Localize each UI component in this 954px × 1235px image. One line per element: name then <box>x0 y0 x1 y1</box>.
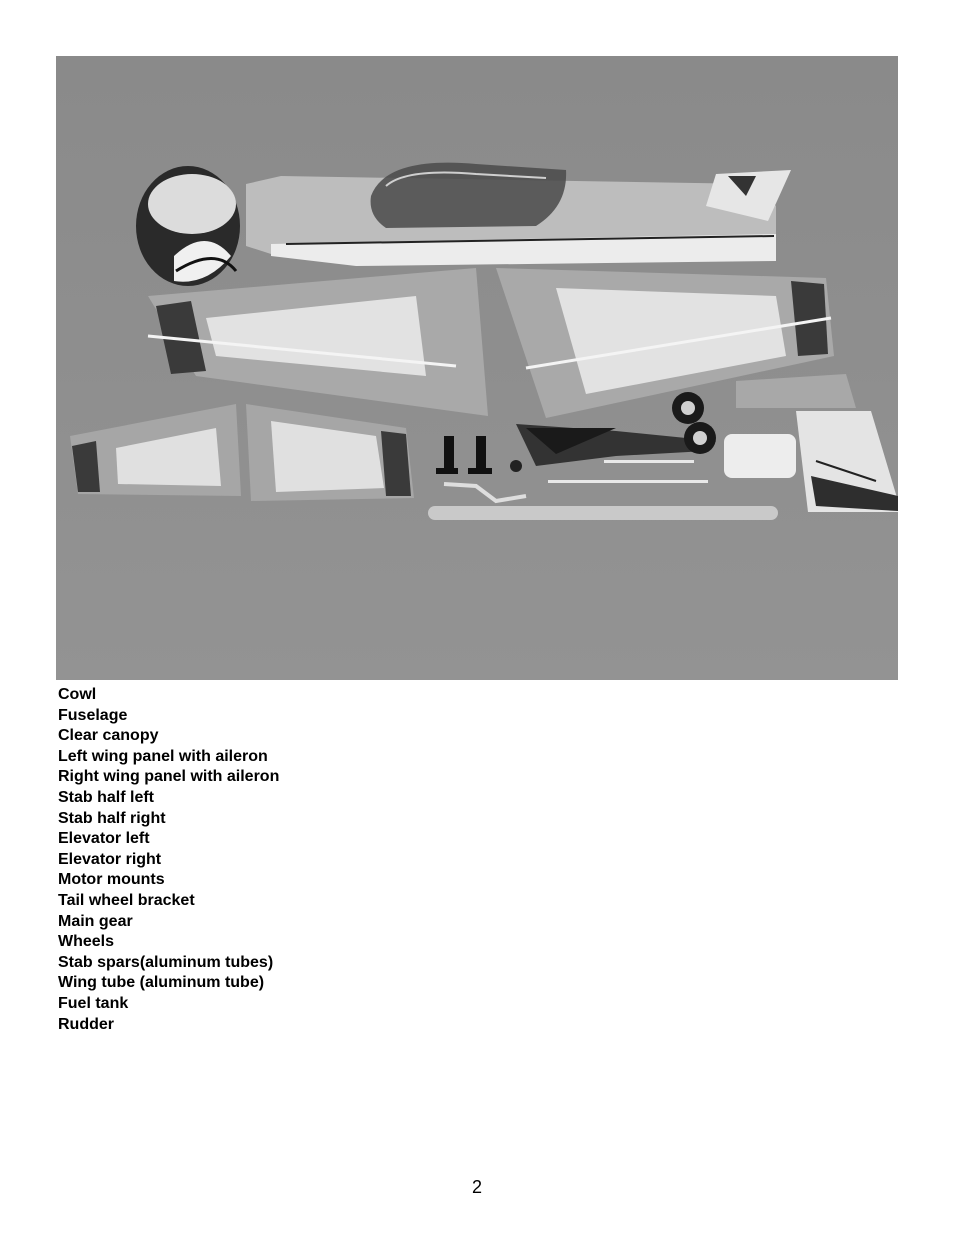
list-item: Stab half right <box>58 809 166 827</box>
list-item: Tail wheel bracket <box>58 891 195 909</box>
list-item: Wing tube (aluminum tube) <box>58 974 265 992</box>
list-item: Clear canopy <box>58 727 159 745</box>
airplane-kit-parts-icon <box>56 56 898 680</box>
cowl-shape <box>136 166 240 286</box>
list-item: Main gear <box>58 912 133 930</box>
list-item: Elevator right <box>58 850 162 868</box>
list-item: Fuel tank <box>58 994 129 1012</box>
list-item: Left wing panel with aileron <box>58 747 268 765</box>
list-item: Right wing panel with aileron <box>58 768 280 786</box>
list-item: Stab spars(aluminum tubes) <box>58 953 274 971</box>
list-item: Cowl <box>58 686 97 703</box>
list-item: Stab half left <box>58 788 155 806</box>
canopy-shape <box>371 163 567 228</box>
page-number: 2 <box>471 1177 482 1197</box>
list-item: Fuselage <box>58 706 128 724</box>
parts-list <box>58 685 279 1035</box>
list-item: Wheels <box>58 933 115 951</box>
wing-tube-shape <box>428 506 778 520</box>
fuel-tank-shape <box>724 434 796 478</box>
list-item: Motor mounts <box>58 871 165 889</box>
list-item: Elevator left <box>58 830 150 848</box>
list-item: Rudder <box>58 1015 114 1033</box>
kit-parts-photo <box>56 56 898 680</box>
